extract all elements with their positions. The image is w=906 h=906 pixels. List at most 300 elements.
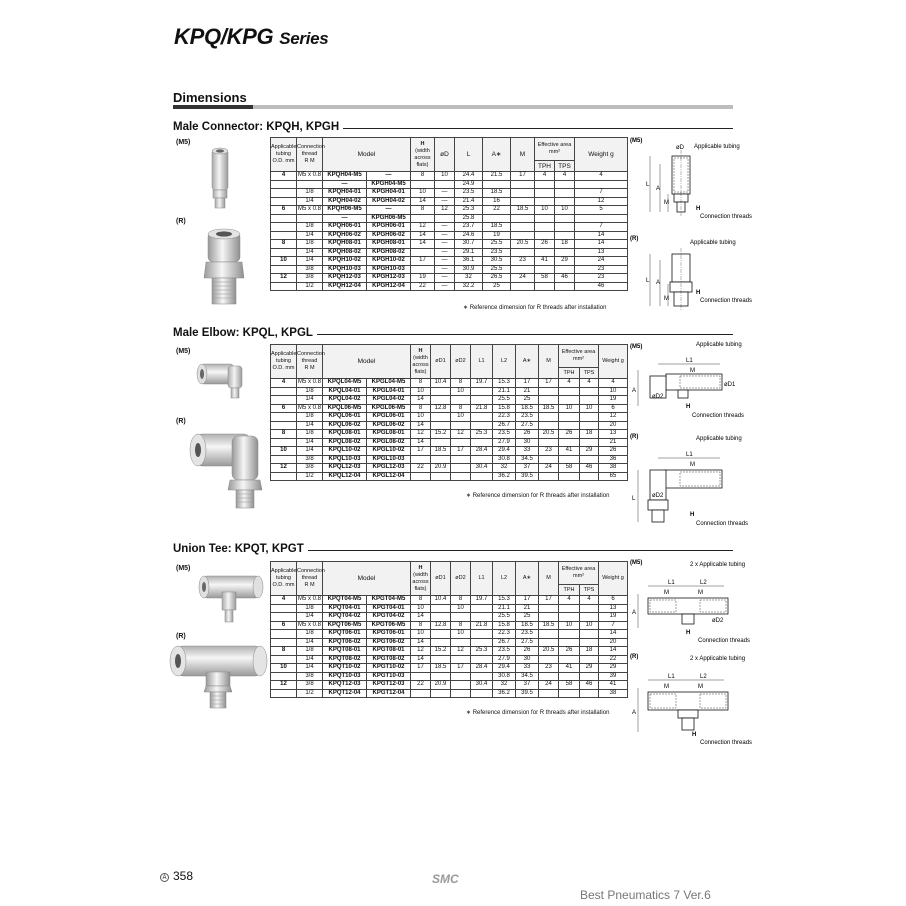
table-row: [271, 621, 628, 630]
union-tee-m5-photo: [196, 566, 266, 628]
table-cell: 21.8: [471, 621, 493, 630]
table-cell: 19: [599, 613, 628, 622]
table-cell: 58: [535, 274, 555, 283]
table-cell: KPGH12-04: [367, 282, 411, 291]
table-cell: [271, 197, 297, 206]
table-cell: [451, 689, 471, 698]
table-cell: [539, 689, 559, 698]
drawing-h: H: [696, 206, 701, 212]
table-cell: 36: [599, 455, 628, 464]
table-cell: [555, 231, 575, 240]
drawing-od: øD: [676, 145, 684, 151]
table-cell: [271, 282, 297, 291]
drawing-applicable-r: Applicable tubing: [690, 240, 736, 246]
table-row: [271, 231, 628, 240]
table-cell: 21.1: [493, 387, 516, 396]
table-cell: 29.4: [493, 447, 516, 456]
table-cell: KPQT08-01: [323, 647, 367, 656]
table-row: [271, 647, 628, 656]
table-cell: [580, 630, 599, 639]
table-cell: [435, 214, 455, 223]
table-cell: 1/8: [297, 430, 323, 439]
drawing-a-r: A: [656, 280, 661, 286]
table-cell: 8: [271, 647, 297, 656]
drawing-m-r: M: [664, 296, 669, 302]
drawing-od1: øD1: [724, 382, 736, 388]
table-cell: 1/4: [297, 655, 323, 664]
table-cell: 12: [411, 647, 431, 656]
drawing-h-r: H: [690, 512, 695, 518]
table-cell: [411, 455, 431, 464]
table-cell: 14: [599, 647, 628, 656]
table-cell: 17: [516, 379, 539, 388]
table-cell: 29: [599, 664, 628, 673]
table-cell: KPGL04-01: [367, 387, 411, 396]
table-cell: 14: [411, 655, 431, 664]
table-cell: 17: [516, 596, 539, 605]
table-cell: 18.5: [539, 404, 559, 413]
table-cell: [471, 438, 493, 447]
table-cell: [539, 472, 559, 481]
table-cell: 8: [451, 621, 471, 630]
table-cell: KPGL04-02: [367, 396, 411, 405]
table-cell: [511, 248, 535, 257]
col-l: L: [455, 138, 483, 172]
table-cell: 22: [599, 655, 628, 664]
table-note: ∗ Reference dimension for R threads after installation: [466, 710, 610, 716]
page-title: [174, 24, 328, 50]
table-row: [271, 596, 628, 605]
table-cell: 10: [271, 447, 297, 456]
table-cell: 21.8: [471, 404, 493, 413]
table-cell: 29: [580, 664, 599, 673]
table-cell: 18.5: [511, 206, 535, 215]
drawing-l1-r: L1: [668, 674, 675, 680]
drawing-l1: L1: [668, 580, 675, 586]
table-cell: KPQT04-02: [323, 613, 367, 622]
table-cell: [271, 638, 297, 647]
col-l2: L2: [493, 345, 516, 379]
table-cell: 27.5: [516, 638, 539, 647]
table-cell: [535, 223, 555, 232]
table-cell: [559, 672, 580, 681]
table-cell: 25: [516, 396, 539, 405]
col-a: A∗: [483, 138, 511, 172]
table-cell: [411, 689, 431, 698]
table-cell: 3/8: [297, 265, 323, 274]
table-cell: 10: [599, 387, 628, 396]
table-cell: 23: [575, 265, 628, 274]
table-cell: 32: [493, 464, 516, 473]
table-cell: 30.4: [471, 681, 493, 690]
table-cell: 18.5: [483, 223, 511, 232]
table-cell: 32.2: [455, 282, 483, 291]
table-cell: 22.3: [493, 413, 516, 422]
table-cell: [539, 630, 559, 639]
table-cell: 12: [599, 413, 628, 422]
table-cell: [431, 455, 451, 464]
table-cell: 10: [535, 206, 555, 215]
table-cell: KPQH10-03: [323, 265, 367, 274]
male-connector-table: [270, 137, 628, 291]
table-cell: 39.5: [516, 689, 539, 698]
table-cell: 22: [411, 681, 431, 690]
table-row: [271, 681, 628, 690]
table-cell: KPGH10-02: [367, 257, 411, 266]
table-cell: [483, 180, 511, 189]
table-cell: 10: [555, 206, 575, 215]
table-cell: [271, 438, 297, 447]
table-cell: 4: [559, 596, 580, 605]
table-cell: 10: [451, 413, 471, 422]
table-cell: [471, 655, 493, 664]
table-cell: [411, 265, 435, 274]
drawing-m-r: M: [690, 462, 695, 468]
table-cell: 14: [411, 438, 431, 447]
table-cell: 4: [271, 379, 297, 388]
table-cell: 46: [580, 681, 599, 690]
dimensions-title: Dimensions: [173, 90, 247, 105]
table-cell: —: [435, 231, 455, 240]
male-connector-r-photo: [200, 226, 250, 308]
table-cell: KPGT06-02: [367, 638, 411, 647]
drawing-h: H: [686, 404, 691, 410]
table-cell: [451, 396, 471, 405]
table-cell: 8: [271, 430, 297, 439]
series-code: KPQ/KPG: [174, 24, 274, 49]
table-row: [271, 404, 628, 413]
table-cell: 8: [451, 596, 471, 605]
col-thread: [297, 562, 323, 596]
table-cell: [431, 638, 451, 647]
table-cell: 25.8: [455, 214, 483, 223]
table-cell: KPQH06-01: [323, 223, 367, 232]
drawing-tag-m5: (M5): [630, 138, 643, 144]
table-cell: [535, 265, 555, 274]
table-cell: 10: [411, 630, 431, 639]
table-cell: —: [367, 206, 411, 215]
table-cell: 46: [575, 282, 628, 291]
table-cell: 17: [539, 379, 559, 388]
table-cell: 21: [516, 604, 539, 613]
table-cell: KPQH12-04: [323, 282, 367, 291]
table-cell: 1/4: [297, 438, 323, 447]
table-cell: 26.7: [493, 638, 516, 647]
table-cell: 16: [483, 197, 511, 206]
table-cell: 37: [516, 464, 539, 473]
table-cell: [411, 248, 435, 257]
male-elbow-r-photo: [186, 426, 268, 512]
table-cell: [271, 248, 297, 257]
table-cell: 13: [599, 430, 628, 439]
table-cell: [431, 655, 451, 664]
table-cell: 13: [575, 248, 628, 257]
table-cell: KPQL10-03: [323, 455, 367, 464]
col-weight: Weight g: [599, 562, 628, 596]
table-cell: 8: [411, 621, 431, 630]
table-cell: 38: [599, 464, 628, 473]
table-cell: 25.3: [471, 430, 493, 439]
table-cell: 1/2: [297, 472, 323, 481]
table-cell: [431, 604, 451, 613]
male-connector-m5-photo: [204, 146, 236, 214]
table-cell: [431, 413, 451, 422]
table-cell: 10: [271, 664, 297, 673]
col-h: [411, 562, 431, 596]
table-cell: [435, 180, 455, 189]
table-cell: [411, 472, 431, 481]
table-cell: KPGT04-02: [367, 613, 411, 622]
table-cell: 24: [539, 681, 559, 690]
table-cell: 23.5: [493, 430, 516, 439]
table-cell: 14: [575, 231, 628, 240]
table-cell: [539, 387, 559, 396]
table-cell: 3/8: [297, 274, 323, 283]
table-cell: 10: [451, 604, 471, 613]
label-m5: (M5): [176, 139, 191, 146]
drawing-applicable: Applicable tubing: [696, 342, 742, 348]
table-cell: 12.8: [431, 404, 451, 413]
table-cell: 10: [580, 621, 599, 630]
table-cell: [411, 180, 435, 189]
table-cell: 14: [411, 231, 435, 240]
table-cell: M5 x 0.8: [297, 404, 321, 411]
col-eff: Effective area mm²: [559, 562, 599, 585]
table-row: [271, 257, 628, 266]
table-cell: 29.1: [455, 248, 483, 257]
table-cell: [580, 689, 599, 698]
table-cell: KPGH06-M5: [367, 214, 411, 223]
table-cell: 65: [599, 472, 628, 481]
col-tubing: Applicable tubing O.D. mm: [271, 562, 297, 596]
table-cell: KPQT06-02: [323, 638, 367, 647]
col-thread-label: Connection thread: [297, 568, 325, 581]
table-cell: 22: [483, 206, 511, 215]
table-cell: [271, 231, 297, 240]
table-cell: KPQL10-02: [323, 447, 367, 456]
col-tph: TPH: [559, 368, 580, 379]
table-cell: [559, 638, 580, 647]
table-cell: 23.5: [516, 630, 539, 639]
table-cell: [431, 630, 451, 639]
table-cell: KPGL08-01: [367, 430, 411, 439]
table-cell: [271, 472, 297, 481]
table-cell: [483, 214, 511, 223]
table-cell: [539, 604, 559, 613]
drawing-l1-r: L1: [686, 452, 693, 458]
drawing-a: A: [632, 610, 637, 616]
table-cell: 24.9: [455, 180, 483, 189]
table-cell: —: [323, 214, 367, 223]
male-elbow-table: [270, 344, 628, 481]
table-cell: 41: [535, 257, 555, 266]
table-cell: KPQH10-02: [323, 257, 367, 266]
table-cell: 15.3: [493, 596, 516, 605]
table-cell: 12: [435, 206, 455, 215]
table-cell: 12: [451, 647, 471, 656]
table-cell: 22.3: [493, 630, 516, 639]
table-cell: [539, 655, 559, 664]
drawing-l: L: [646, 182, 650, 188]
table-cell: 1/4: [297, 638, 323, 647]
table-cell: [511, 197, 535, 206]
table-cell: [555, 197, 575, 206]
table-cell: [580, 455, 599, 464]
table-cell: 21.5: [483, 172, 511, 181]
col-h-label: H: [418, 347, 423, 354]
table-cell: 13: [599, 604, 628, 613]
drawing-l1: L1: [686, 358, 693, 364]
table-cell: [431, 689, 451, 698]
table-cell: 1/4: [297, 231, 323, 240]
table-row: [271, 630, 628, 639]
col-thread-label: Connection thread: [297, 351, 325, 364]
table-cell: [559, 438, 580, 447]
col-m: M: [511, 138, 535, 172]
table-cell: [575, 214, 628, 223]
col-a: A∗: [516, 562, 539, 596]
table-row: [271, 438, 628, 447]
table-cell: [559, 396, 580, 405]
table-cell: 23: [539, 664, 559, 673]
table-cell: 23.5: [455, 189, 483, 198]
table-cell: 14: [411, 638, 431, 647]
table-cell: 14: [411, 240, 435, 249]
smc-logo: [432, 872, 459, 886]
table-cell: 28.4: [471, 447, 493, 456]
table-cell: 36.2: [493, 689, 516, 698]
table-cell: KPGH08-02: [367, 248, 411, 257]
table-cell: [471, 387, 493, 396]
table-cell: 4: [599, 379, 628, 388]
table-cell: 1/4: [297, 396, 323, 405]
table-row: [271, 689, 628, 698]
table-cell: KPQT12-04: [323, 689, 367, 698]
table-cell: 30.5: [483, 257, 511, 266]
table-cell: [559, 613, 580, 622]
table-cell: KPGH04-01: [367, 189, 411, 198]
table-cell: [271, 387, 297, 396]
drawing-m-r-2: M: [698, 684, 703, 690]
table-cell: [580, 387, 599, 396]
table-cell: [559, 604, 580, 613]
table-cell: [559, 387, 580, 396]
drawing-l-r: L: [632, 496, 636, 502]
table-row: [271, 248, 628, 257]
table-cell: [471, 396, 493, 405]
table-row: [271, 655, 628, 664]
table-row: [271, 180, 628, 189]
male-elbow-m5-outline: [638, 364, 722, 406]
table-cell: 26: [516, 647, 539, 656]
table-cell: 4: [535, 172, 555, 181]
table-cell: [511, 180, 535, 189]
col-h-label: H: [420, 140, 425, 147]
table-cell: KPQT06-01: [323, 630, 367, 639]
table-cell: —: [367, 172, 411, 181]
table-cell: KPGH08-01: [367, 240, 411, 249]
table-cell: 32: [493, 681, 516, 690]
table-cell: 10: [580, 404, 599, 413]
col-h-sub: (width across flats): [412, 571, 429, 592]
table-cell: 14: [411, 421, 431, 430]
table-cell: KPGT06-M5: [367, 621, 411, 630]
col-thread: [297, 138, 323, 172]
table-cell: [271, 604, 297, 613]
table-cell: 1/8: [297, 189, 323, 198]
label-m5: (M5): [176, 348, 191, 355]
table-cell: KPGT08-01: [367, 647, 411, 656]
table-note: ∗ Reference dimension for R threads after installation: [463, 305, 607, 311]
table-cell: 20.5: [539, 647, 559, 656]
table-cell: [271, 189, 297, 198]
table-cell: [580, 396, 599, 405]
book-title: Best Pneumatics 7 Ver.6: [580, 888, 711, 902]
table-cell: 21: [516, 387, 539, 396]
table-cell: KPQH04-01: [323, 189, 367, 198]
table-cell: KPQT08-02: [323, 655, 367, 664]
table-cell: 15.3: [493, 379, 516, 388]
table-row: [271, 282, 628, 291]
table-cell: KPGH04-M5: [367, 180, 411, 189]
drawing-l-r: L: [646, 278, 650, 284]
col-thread-sub: R M: [304, 158, 315, 164]
table-cell: 17: [411, 257, 435, 266]
drawing-od2: øD2: [652, 394, 664, 400]
table-cell: [451, 638, 471, 647]
table-cell: KPGT10-03: [367, 672, 411, 681]
table-cell: [559, 689, 580, 698]
table-cell: KPGL12-04: [367, 472, 411, 481]
table-cell: 41: [599, 681, 628, 690]
table-cell: [271, 396, 297, 405]
table-cell: 19: [599, 396, 628, 405]
table-cell: 30.9: [455, 265, 483, 274]
page-number-value: 358: [173, 869, 194, 883]
col-h-sub: (width across flats): [414, 147, 431, 168]
col-od2: øD2: [451, 345, 471, 379]
col-a: A∗: [516, 345, 539, 379]
table-row: [271, 387, 628, 396]
table-cell: [580, 438, 599, 447]
table-cell: M5 x 0.8: [297, 596, 321, 602]
drawing-applicable-r: 2 x Applicable tubing: [690, 656, 746, 662]
table-cell: [580, 472, 599, 481]
table-cell: KPGT08-02: [367, 655, 411, 664]
table-cell: 1/4: [297, 613, 323, 622]
table-row: [271, 265, 628, 274]
table-cell: [411, 214, 435, 223]
table-cell: [539, 672, 559, 681]
table-cell: [559, 472, 580, 481]
table-cell: 10: [451, 387, 471, 396]
table-cell: 25.5: [483, 265, 511, 274]
table-cell: 1/2: [297, 689, 323, 698]
table-cell: 8: [451, 404, 471, 413]
table-cell: 15.2: [431, 647, 451, 656]
col-weight: Weight g: [599, 345, 628, 379]
table-cell: [271, 214, 297, 223]
table-cell: [555, 180, 575, 189]
table-cell: 22: [411, 282, 435, 291]
section-title-male-elbow: Male Elbow: KPQL, KPGL: [173, 327, 317, 339]
table-cell: [471, 613, 493, 622]
table-cell: 29: [555, 257, 575, 266]
table-cell: 12.8: [431, 621, 451, 630]
table-cell: [559, 413, 580, 422]
table-cell: 17: [451, 447, 471, 456]
table-cell: 12: [271, 464, 297, 473]
